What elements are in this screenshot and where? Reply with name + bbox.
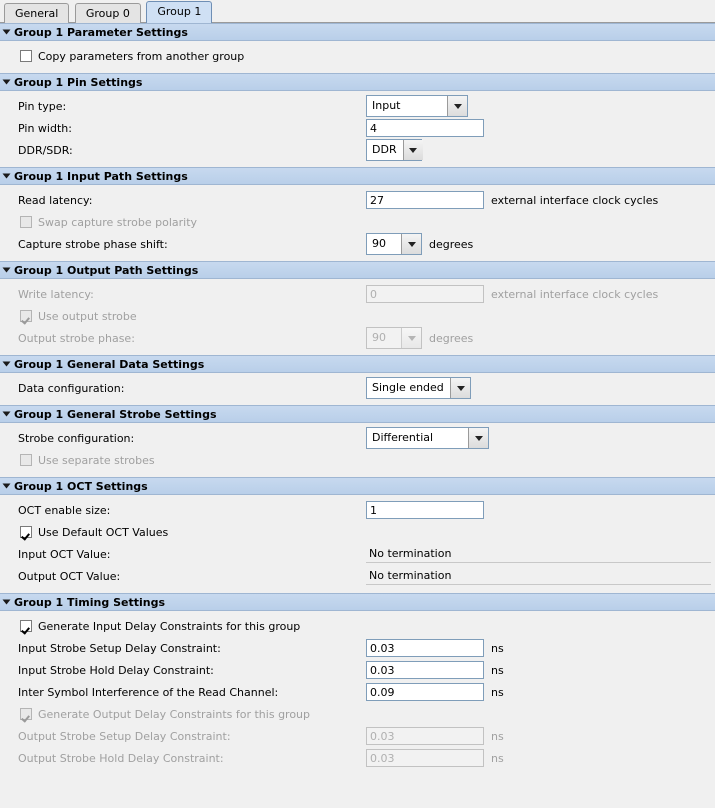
output-strobe-setup-row (0, 725, 715, 747)
section-header-oct-settings[interactable] (0, 477, 715, 495)
generate-output-delay-checkbox[interactable] (20, 708, 32, 720)
read-latency-unit: external interface clock cycles (491, 193, 659, 207)
input-strobe-setup-input[interactable]: 0.03 (366, 639, 484, 657)
output-oct-value-label: Output OCT Value: (18, 569, 121, 583)
output-strobe-phase-unit: degrees (429, 331, 474, 345)
ddr-sdr-value: DDR (372, 143, 397, 156)
isi-read-channel-label: Inter Symbol Interference of the Read Channel: (18, 685, 279, 699)
swap-capture-strobe-checkbox[interactable] (20, 216, 32, 228)
input-oct-value-field[interactable]: No termination (366, 546, 711, 563)
strobe-configuration-value: Differential (372, 431, 434, 444)
collapse-triangle-icon[interactable] (3, 30, 11, 35)
pin-type-value: Input (372, 99, 401, 112)
output-strobe-setup-label: Output Strobe Setup Delay Constraint: (18, 729, 231, 743)
data-configuration-combobox[interactable] (366, 377, 471, 399)
ddr-sdr-combobox[interactable] (366, 139, 422, 161)
tab-group-1[interactable]: Group 1 (146, 1, 212, 23)
section-header-input-path-settings[interactable] (0, 167, 715, 185)
chevron-down-icon (457, 386, 465, 391)
oct-enable-size-row (0, 499, 715, 521)
write-latency-label: Write latency: (18, 287, 94, 301)
capture-strobe-phase-dropdown-button[interactable] (401, 234, 421, 254)
use-output-strobe-row[interactable] (0, 305, 715, 327)
copy-parameters-checkbox[interactable] (20, 50, 32, 62)
use-separate-strobes-checkbox[interactable] (20, 454, 32, 466)
section-header-output-path-settings[interactable] (0, 261, 715, 279)
output-strobe-hold-row (0, 747, 715, 769)
input-oct-value-row (0, 543, 715, 565)
use-default-oct-values-checkbox[interactable] (20, 526, 32, 538)
section-body-output-path-settings (0, 279, 715, 355)
section-body-timing-settings (0, 611, 715, 775)
output-strobe-phase-combobox[interactable] (366, 327, 422, 349)
pin-type-dropdown-button[interactable] (447, 96, 467, 116)
collapse-triangle-icon[interactable] (3, 174, 11, 179)
use-output-strobe-checkbox[interactable] (20, 310, 32, 322)
input-strobe-hold-row (0, 659, 715, 681)
output-strobe-hold-unit: ns (491, 751, 504, 765)
strobe-configuration-label: Strobe configuration: (18, 431, 135, 445)
section-title: Group 1 Pin Settings (14, 75, 143, 89)
capture-strobe-phase-label: Capture strobe phase shift: (18, 237, 168, 251)
data-configuration-value: Single ended (372, 381, 444, 394)
chevron-down-icon (409, 148, 417, 153)
use-default-oct-values-row[interactable] (0, 521, 715, 543)
oct-enable-size-input[interactable]: 1 (366, 501, 484, 519)
read-latency-label: Read latency: (18, 193, 93, 207)
write-latency-input[interactable]: 0 (366, 285, 484, 303)
strobe-configuration-combobox[interactable] (366, 427, 489, 449)
ddr-sdr-label: DDR/SDR: (18, 143, 73, 157)
capture-strobe-phase-value: 90 (372, 237, 386, 250)
output-strobe-setup-unit: ns (491, 729, 504, 743)
section-title: Group 1 OCT Settings (14, 479, 148, 493)
section-title: Group 1 General Strobe Settings (14, 407, 217, 421)
collapse-triangle-icon[interactable] (3, 484, 11, 489)
section-title: Group 1 Timing Settings (14, 595, 165, 609)
output-strobe-phase-label: Output strobe phase: (18, 331, 135, 345)
collapse-triangle-icon[interactable] (3, 80, 11, 85)
input-oct-value-label: Input OCT Value: (18, 547, 111, 561)
generate-input-delay-label: Generate Input Delay Constraints for this group (38, 619, 301, 633)
input-strobe-hold-input[interactable]: 0.03 (366, 661, 484, 679)
use-separate-strobes-row[interactable] (0, 449, 715, 471)
isi-read-channel-input[interactable]: 0.09 (366, 683, 484, 701)
ddr-sdr-dropdown-button[interactable] (403, 140, 423, 160)
collapse-triangle-icon[interactable] (3, 412, 11, 417)
pin-width-row (0, 117, 715, 139)
data-configuration-label: Data configuration: (18, 381, 125, 395)
input-strobe-setup-label: Input Strobe Setup Delay Constraint: (18, 641, 221, 655)
copy-parameters-label: Copy parameters from another group (38, 49, 245, 63)
output-strobe-phase-value: 90 (372, 331, 386, 344)
output-strobe-setup-input[interactable]: 0.03 (366, 727, 484, 745)
capture-strobe-phase-unit: degrees (429, 237, 474, 251)
section-title: Group 1 Output Path Settings (14, 263, 199, 277)
pin-width-label: Pin width: (18, 121, 72, 135)
isi-read-channel-unit: ns (491, 685, 504, 699)
oct-enable-size-label: OCT enable size: (18, 503, 111, 517)
output-oct-value-field[interactable]: No termination (366, 568, 711, 585)
use-separate-strobes-label: Use separate strobes (38, 453, 155, 467)
generate-input-delay-checkbox[interactable] (20, 620, 32, 632)
section-header-parameter-settings[interactable] (0, 23, 715, 41)
strobe-configuration-dropdown-button[interactable] (468, 428, 488, 448)
data-configuration-dropdown-button[interactable] (450, 378, 470, 398)
read-latency-row (0, 189, 715, 211)
section-title: Group 1 Input Path Settings (14, 169, 188, 183)
chevron-down-icon (475, 436, 483, 441)
read-latency-input[interactable]: 27 (366, 191, 484, 209)
chevron-down-icon (454, 104, 462, 109)
section-body-input-path-settings (0, 185, 715, 261)
chevron-down-icon (408, 336, 416, 341)
write-latency-unit: external interface clock cycles (491, 287, 659, 301)
tab-bar (0, 0, 715, 23)
section-title: Group 1 Parameter Settings (14, 25, 188, 39)
swap-capture-strobe-label: Swap capture strobe polarity (38, 215, 198, 229)
use-default-oct-values-label: Use Default OCT Values (38, 525, 169, 539)
chevron-down-icon (408, 242, 416, 247)
section-title: Group 1 General Data Settings (14, 357, 205, 371)
data-configuration-row (0, 377, 715, 399)
pin-type-combobox[interactable] (366, 95, 468, 117)
generate-output-delay-row[interactable] (0, 703, 715, 725)
output-strobe-phase-dropdown-button[interactable] (401, 328, 421, 348)
capture-strobe-phase-combobox[interactable] (366, 233, 422, 255)
generate-output-delay-label: Generate Output Delay Constraints for this group (38, 707, 311, 721)
section-body-pin-settings (0, 91, 715, 167)
output-strobe-phase-row (0, 327, 715, 349)
isi-read-channel-row (0, 681, 715, 703)
pin-type-label: Pin type: (18, 99, 67, 113)
collapse-triangle-icon[interactable] (3, 600, 11, 605)
tab-general[interactable]: General (4, 3, 69, 23)
input-strobe-setup-row (0, 637, 715, 659)
ddr-sdr-row (0, 139, 715, 161)
capture-strobe-phase-row (0, 233, 715, 255)
collapse-triangle-icon[interactable] (3, 268, 11, 273)
section-body-parameter-settings (0, 41, 715, 73)
collapse-triangle-icon[interactable] (3, 362, 11, 367)
section-body-general-strobe-settings (0, 423, 715, 477)
generate-input-delay-row[interactable] (0, 615, 715, 637)
input-strobe-hold-unit: ns (491, 663, 504, 677)
use-output-strobe-label: Use output strobe (38, 309, 137, 323)
section-header-pin-settings[interactable] (0, 73, 715, 91)
tab-group-0[interactable]: Group 0 (75, 3, 141, 23)
output-strobe-hold-input[interactable]: 0.03 (366, 749, 484, 767)
section-body-general-data-settings (0, 373, 715, 405)
write-latency-row (0, 283, 715, 305)
pin-width-input[interactable]: 4 (366, 119, 484, 137)
swap-capture-strobe-row[interactable] (0, 211, 715, 233)
input-strobe-setup-unit: ns (491, 641, 504, 655)
strobe-configuration-row (0, 427, 715, 449)
copy-parameters-row[interactable] (0, 45, 715, 67)
section-body-oct-settings (0, 495, 715, 593)
pin-type-row (0, 95, 715, 117)
section-header-general-data-settings[interactable] (0, 355, 715, 373)
section-header-general-strobe-settings[interactable] (0, 405, 715, 423)
section-header-timing-settings[interactable] (0, 593, 715, 611)
input-strobe-hold-label: Input Strobe Hold Delay Constraint: (18, 663, 214, 677)
output-strobe-hold-label: Output Strobe Hold Delay Constraint: (18, 751, 224, 765)
output-oct-value-row (0, 565, 715, 587)
